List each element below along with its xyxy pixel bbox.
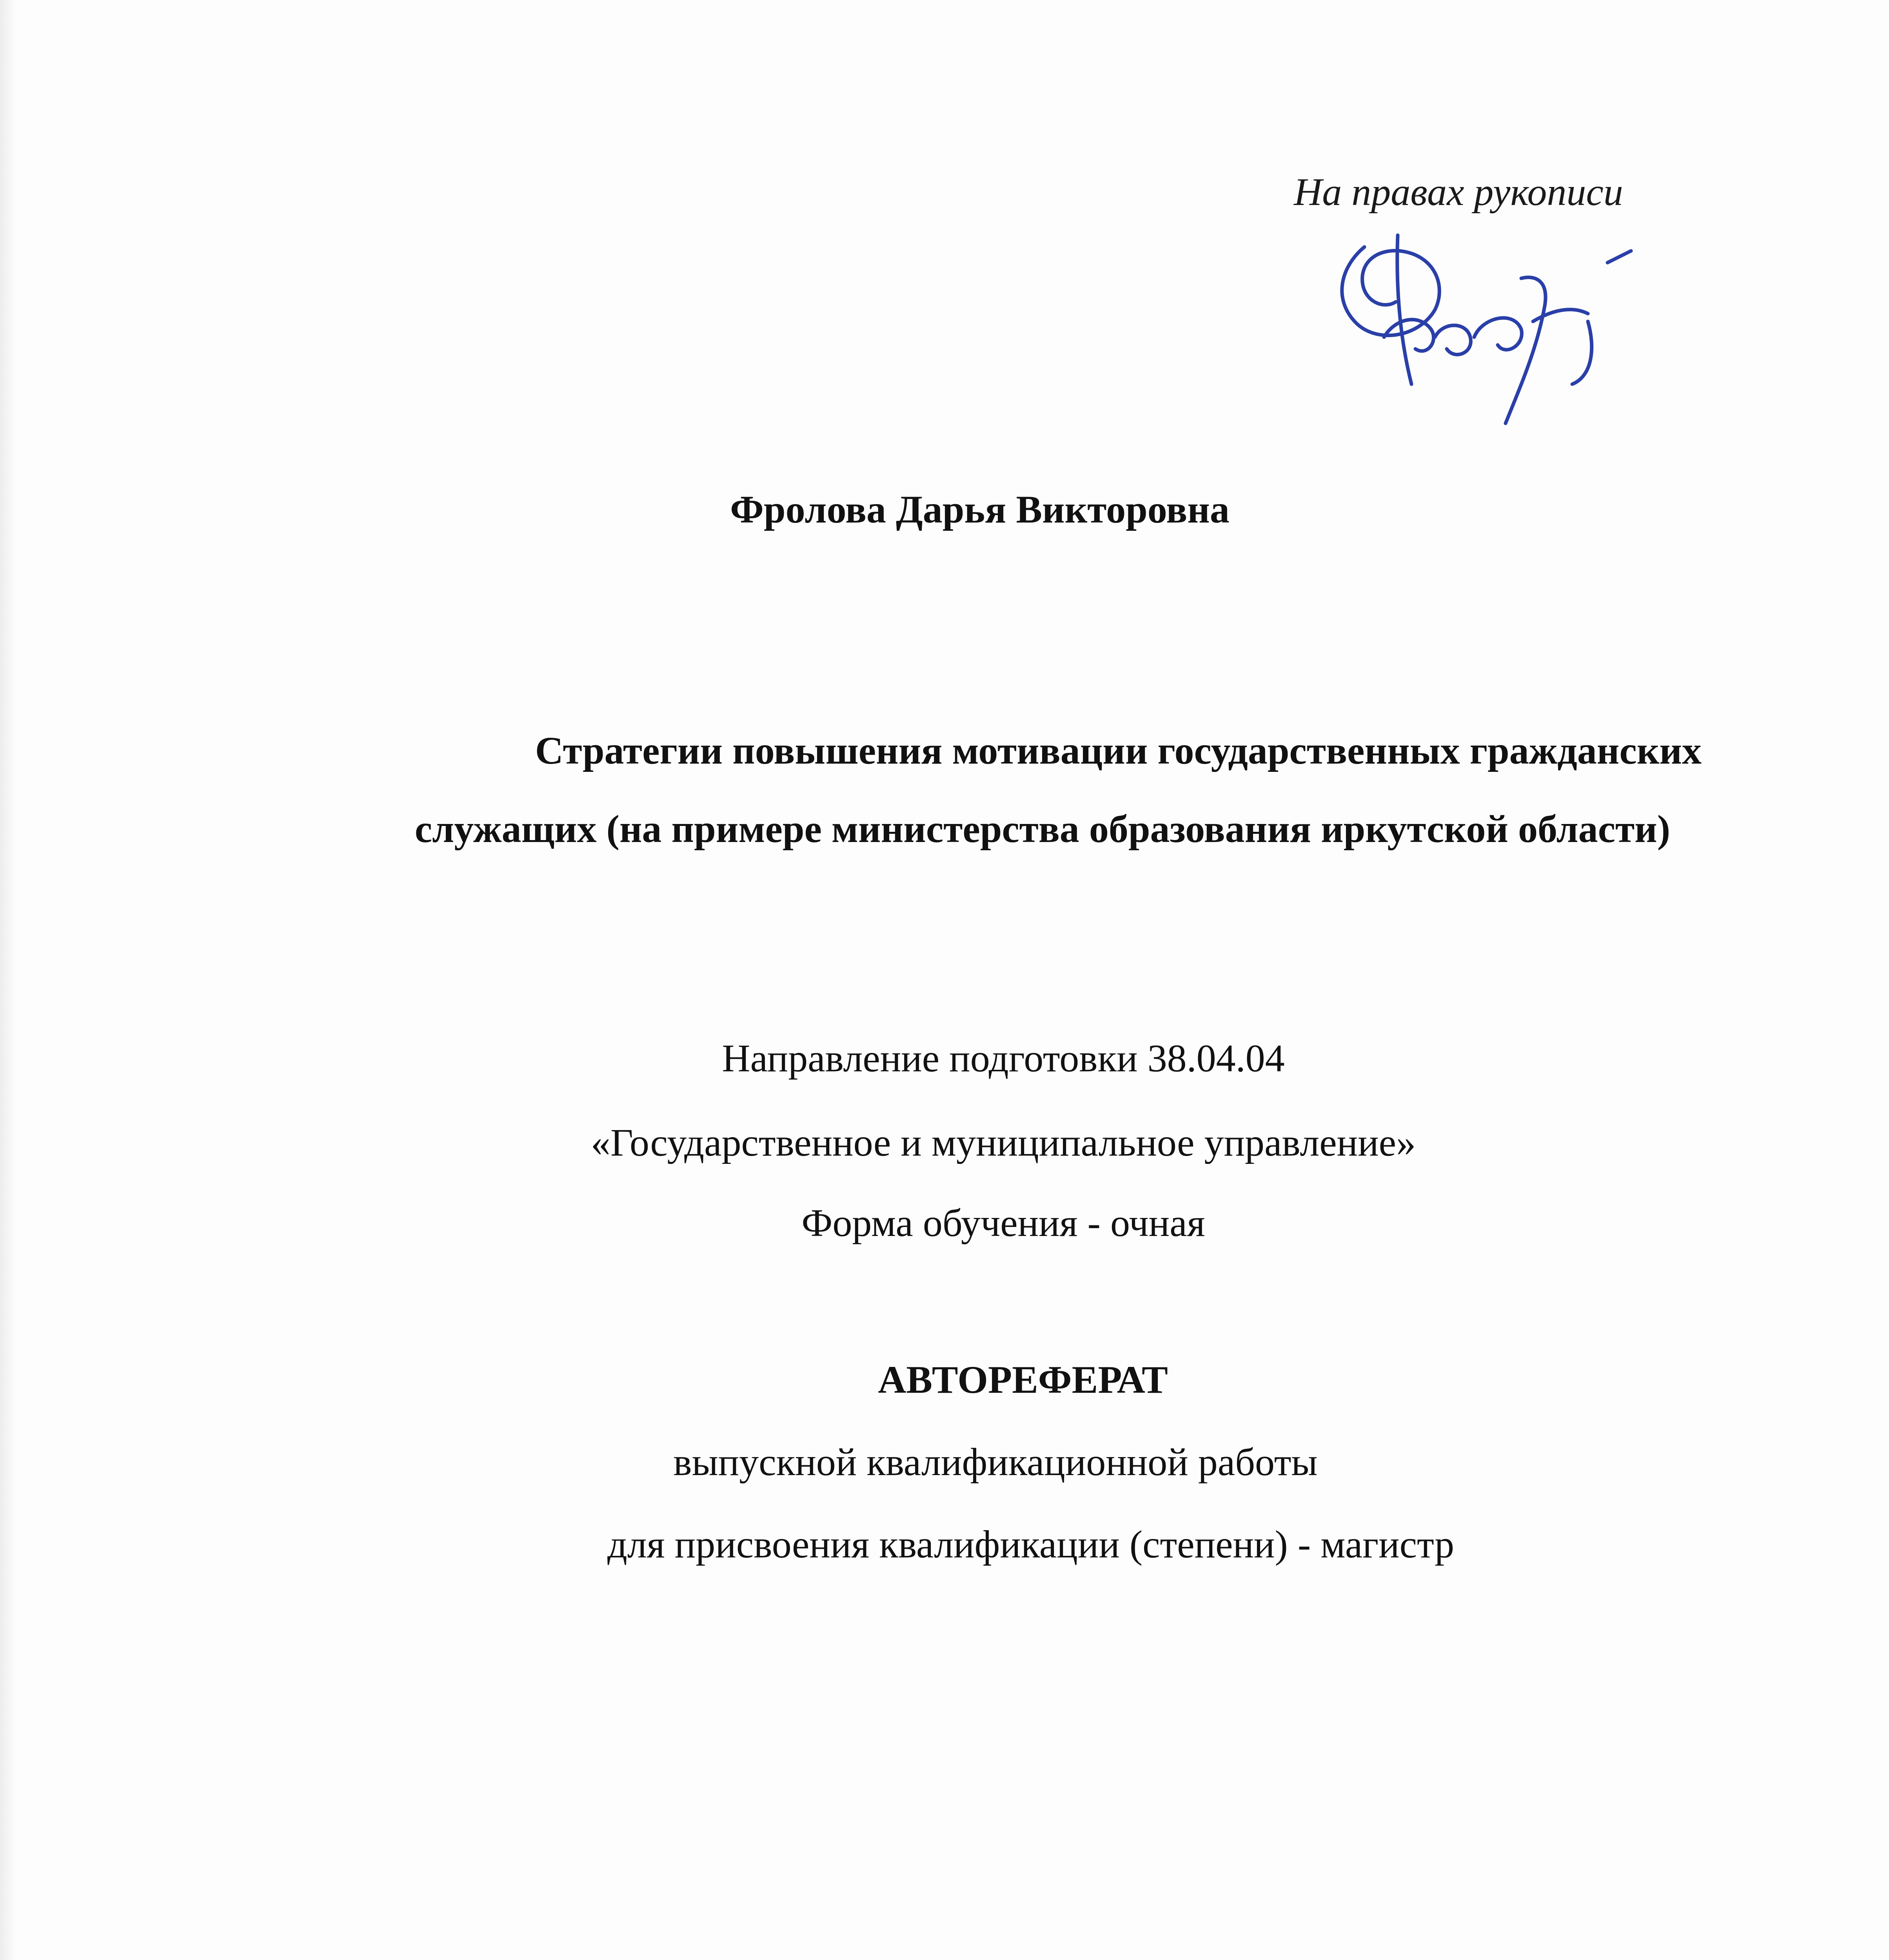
- training-direction-code: Направление подготовки 38.04.04: [722, 1036, 1285, 1080]
- training-direction-name: «Государственное и муниципальное управление»: [590, 1121, 1416, 1164]
- scan-edge-shadow: [0, 0, 16, 1960]
- document-description-line-1: выпускной квалификационной работы: [673, 1440, 1318, 1484]
- thesis-title-line-1: Стратегии повышения мотивации государственных гражданских: [535, 729, 1702, 772]
- handwritten-signature-icon: [1317, 220, 1639, 439]
- rights-note: На правах рукописи: [1294, 170, 1623, 214]
- study-form: Форма обучения - очная: [801, 1201, 1205, 1245]
- author-name: Фролова Дарья Викторовна: [730, 488, 1230, 531]
- document-description-line-2: для присвоения квалификации (степени) - магистр: [607, 1523, 1454, 1566]
- thesis-title-line-2: служащих (на примере министерства образования иркутской области): [414, 807, 1671, 851]
- document-type: АВТОРЕФЕРАТ: [878, 1358, 1168, 1401]
